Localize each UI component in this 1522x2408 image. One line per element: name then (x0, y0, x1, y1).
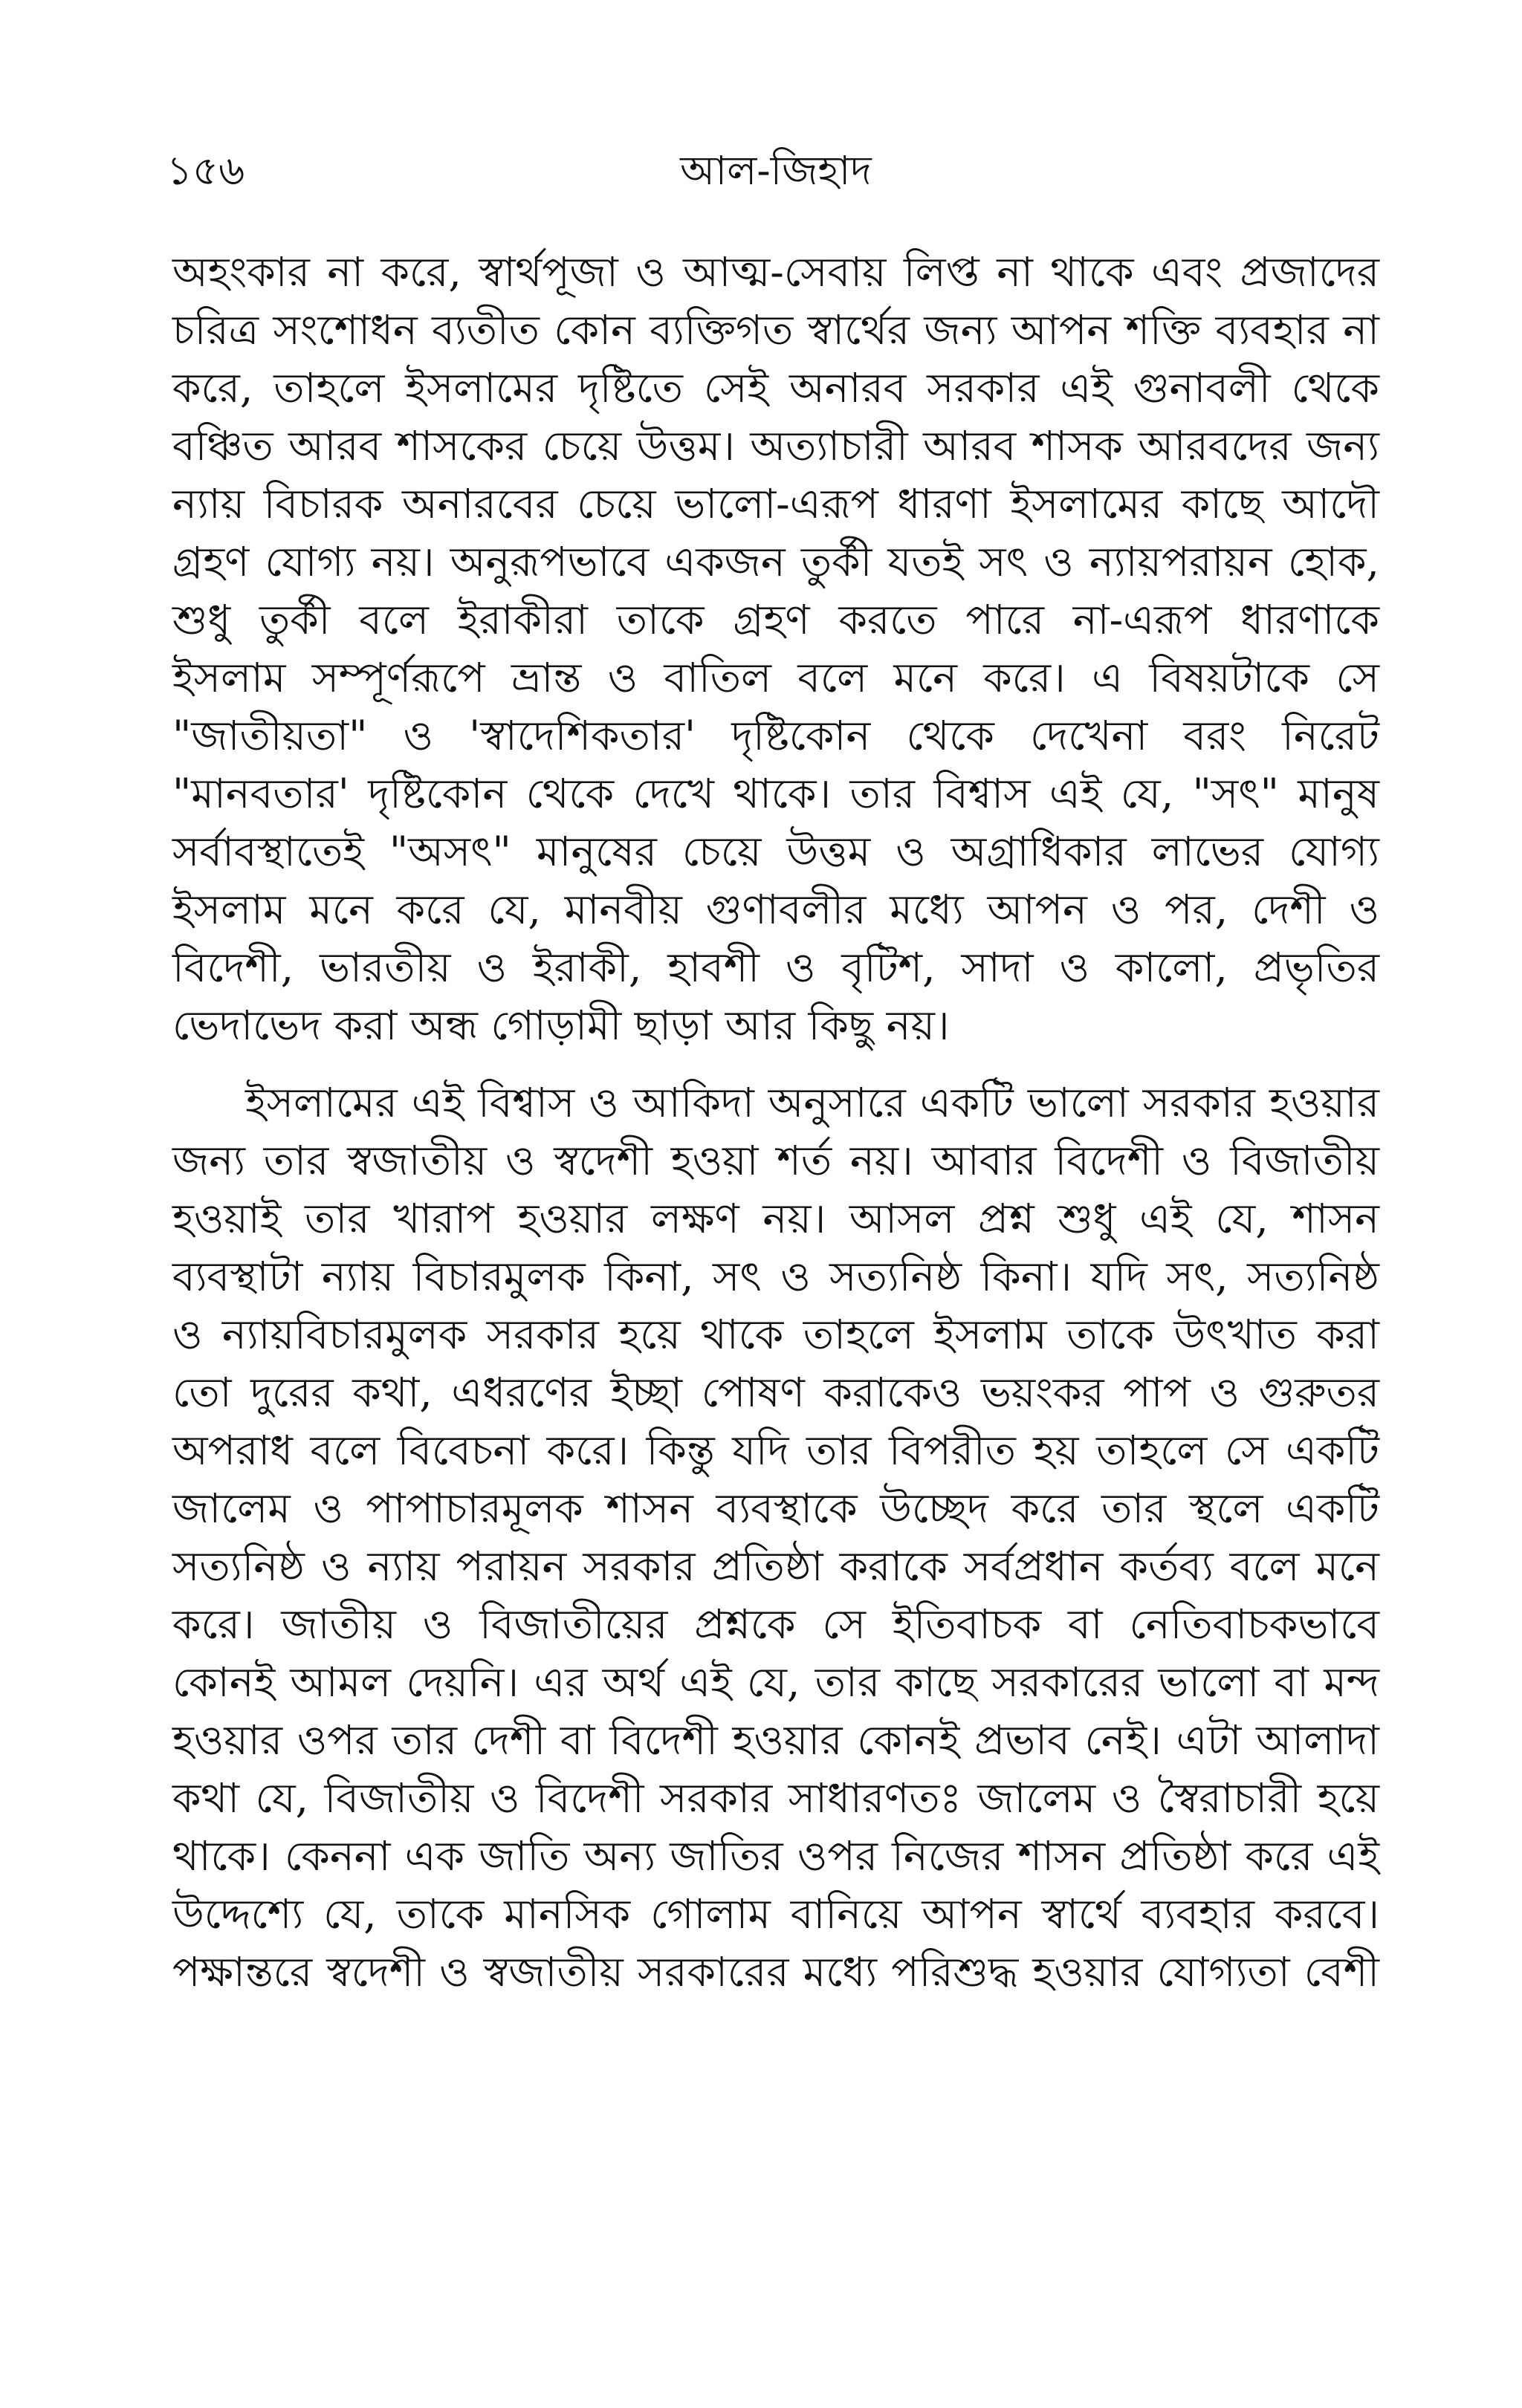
text-line: করে, তাহলে ইসলামের দৃষ্টিতে সেই অনারব সরকার এই গুনাবলী থেকে (172, 364, 1379, 412)
text-line: পক্ষান্তরে স্বদেশী ও স্বজাতীয় সরকারের মধ্যে পরিশুদ্ধ হওয়ার যোগ্যতা বেশী (172, 1948, 1379, 1996)
text-line: অপরাধ বলে বিবেচনা করে। কিন্তু যদি তার বিপরীত হয় তাহলে সে একটি (172, 1427, 1379, 1474)
text-line: হওয়ার ওপর তার দেশী বা বিদেশী হওয়ার কোনই প্রভাব নেই। এটা আলাদা (172, 1716, 1379, 1764)
text-line: উদ্দেশ্যে যে, তাকে মানসিক গোলাম বানিয়ে আপন স্বার্থে ব্যবহার করবে। (172, 1890, 1379, 1938)
text-line: বঞ্চিত আরব শাসকের চেয়ে উত্তম। অত্যাচারী আরব শাসক আরবদের জন্য (172, 422, 1379, 470)
text-line: "জাতীয়তা" ও 'স্বাদেশিকতার' দৃষ্টিকোন থেকে দেখেনা বরং নিরেট (172, 712, 1379, 759)
text-line: সর্বাবস্থাতেই "অসৎ" মানুষের চেয়ে উত্তম ও অগ্রাধিকার লাভের যোগ্য (172, 828, 1379, 875)
text-line: জালেম ও পাপাচারমূলক শাসন ব্যবস্থাকে উচ্ছেদ করে তার স্থলে একটি (172, 1484, 1379, 1532)
page-number: ১৫৬ (166, 147, 245, 194)
text-line: ইসলাম মনে করে যে, মানবীয় গুণাবলীর মধ্যে আপন ও পর, দেশী ও (172, 886, 1379, 933)
text-line: চরিত্র সংশোধন ব্যতীত কোন ব্যক্তিগত স্বার্থের জন্য আপন শক্তি ব্যবহার না (172, 306, 1379, 354)
text-line: শুধু তুর্কী বলে ইরাকীরা তাকে গ্রহণ করতে পারে না-এরূপ ধারণাকে (172, 596, 1379, 643)
text-line: ন্যায় বিচারক অনারবের চেয়ে ভালো-এরূপ ধারণা ইসলামের কাছে আদৌ (172, 480, 1379, 528)
text-line: কোনই আমল দেয়নি। এর অর্থ এই যে, তার কাছে সরকারের ভালো বা মন্দ (172, 1658, 1379, 1706)
text-line: অহংকার না করে, স্বার্থপূজা ও আত্ম-সেবায় লিপ্ত না থাকে এবং প্রজাদের (172, 248, 1379, 296)
text-line: করে। জাতীয় ও বিজাতীয়ের প্রশ্নকে সে ইতিবাচক বা নেতিবাচকভাবে (172, 1600, 1379, 1648)
text-line: কথা যে, বিজাতীয় ও বিদেশী সরকার সাধারণতঃ জালেম ও স্বৈরাচারী হয়ে (172, 1774, 1379, 1822)
text-line: থাকে। কেননা এক জাতি অন্য জাতির ওপর নিজের শাসন প্রতিষ্ঠা করে এই (172, 1832, 1379, 1880)
text-line: সত্যনিষ্ঠ ও ন্যায় পরায়ন সরকার প্রতিষ্ঠা করাকে সর্বপ্রধান কর্তব্য বলে মনে (172, 1542, 1379, 1590)
text-line: গ্রহণ যোগ্য নয়। অনুরূপভাবে একজন তুর্কী যতই সৎ ও ন্যায়পরায়ন হোক, (172, 538, 1379, 585)
text-line: ব্যবস্থাটা ন্যায় বিচারমুলক কিনা, সৎ ও সত্যনিষ্ঠ কিনা। যদি সৎ, সত্যনিষ্ঠ (172, 1253, 1379, 1300)
text-line: ও ন্যায়বিচারমুলক সরকার হয়ে থাকে তাহলে ইসলাম তাকে উৎখাত করা (172, 1311, 1379, 1358)
page-header (166, 141, 1385, 201)
text-line: ভেদাভেদ করা অন্ধ গোড়ামী ছাড়া আর কিছু নয়। (172, 1002, 950, 1049)
text-line: হওয়াই তার খারাপ হওয়ার লক্ষণ নয়। আসল প্রশ্ন শুধু এই যে, শাসন (172, 1195, 1379, 1242)
text-line: ইসলাম সম্পূর্ণরূপে ভ্রান্ত ও বাতিল বলে মনে করে। এ বিষয়টাকে সে (172, 654, 1379, 701)
text-line: "মানবতার' দৃষ্টিকোন থেকে দেখে থাকে। তার বিশ্বাস এই যে, "সৎ" মানুষ (172, 770, 1379, 817)
text-line: ইসলামের এই বিশ্বাস ও আকিদা অনুসারে একটি ভালো সরকার হওয়ার (245, 1079, 1379, 1126)
running-title: আল-জিহাদ (680, 147, 872, 194)
text-line: জন্য তার স্বজাতীয় ও স্বদেশী হওয়া শর্ত নয়। আবার বিদেশী ও বিজাতীয় (172, 1137, 1379, 1184)
text-line: তো দুরের কথা, এধরণের ইচ্ছা পোষণ করাকেও ভয়ংকর পাপ ও গুরুতর (172, 1369, 1379, 1416)
text-line: বিদেশী, ভারতীয় ও ইরাকী, হাবশী ও বৃটিশ, সাদা ও কালো, প্রভৃতির (172, 944, 1379, 991)
